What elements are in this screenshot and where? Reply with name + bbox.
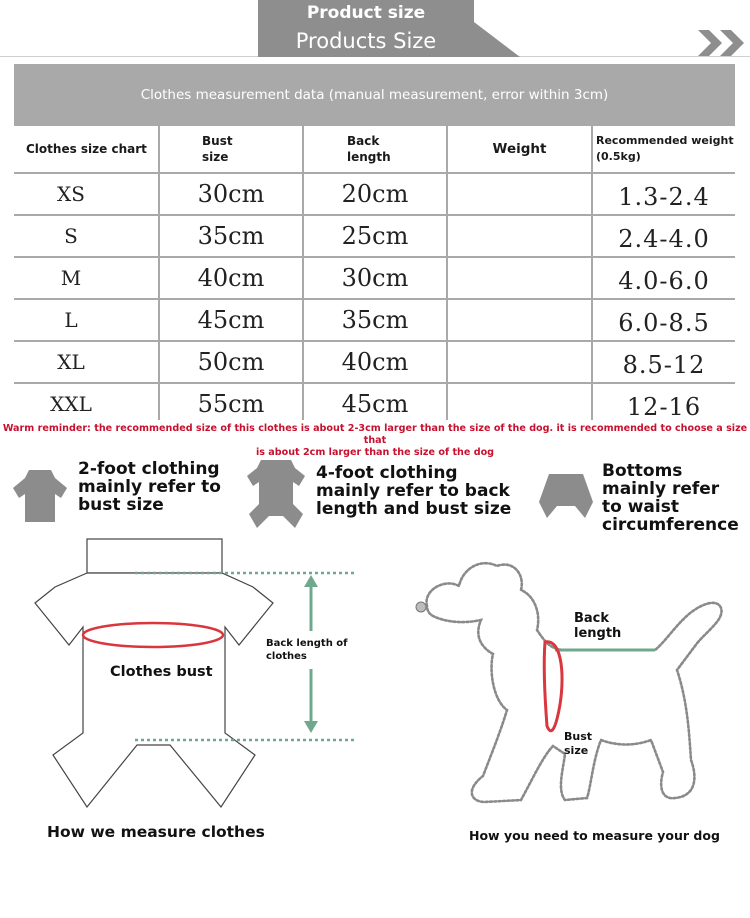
warm-reminder-line1: Warm reminder: the recommended size of this clothes is about 2-3cm larger than the size of the dog. it is recommended to choose a size that: [2, 423, 748, 446]
recommended-weight-cell: 8.5-12: [593, 342, 735, 382]
clothes-collar: [87, 539, 222, 573]
col-header-size: Clothes size chart: [14, 126, 158, 172]
table-caption-text: Clothes measurement data (manual measurement, error within 3cm): [140, 87, 609, 103]
bust-cell: 40cm: [160, 258, 302, 298]
size-cell: L: [14, 300, 158, 340]
tip-four-foot: 4-foot clothing mainly refer to back length and bust size: [316, 463, 512, 519]
double-chevron-right-icon: [698, 30, 748, 56]
size-cell: XL: [14, 342, 158, 382]
warm-reminder-line2: is about 2cm larger than the size of the dog: [255, 447, 495, 458]
bust-cell: 50cm: [160, 342, 302, 382]
weight-cell: [448, 342, 591, 382]
back-length-cell: 20cm: [304, 174, 446, 214]
clothes-back-length-label: Back length of clothes: [266, 638, 348, 662]
weight-cell: [448, 300, 591, 340]
back-length-cell: 30cm: [304, 258, 446, 298]
recommended-weight-cell: 6.0-8.5: [593, 300, 735, 340]
col-header-back: Back length: [304, 126, 446, 172]
back-length-cell: 45cm: [304, 384, 446, 424]
size-cell: XXL: [14, 384, 158, 424]
table-row: [14, 174, 735, 214]
weight-cell: [448, 384, 591, 424]
table-row: [14, 258, 735, 298]
table-row: [14, 342, 735, 382]
back-length-cell: 25cm: [304, 216, 446, 256]
header-title-cn: Product size: [306, 3, 426, 23]
recommended-weight-cell: 1.3-2.4: [593, 174, 735, 214]
dog-bust-loop: [544, 642, 562, 731]
dog-diagram-caption: How you need to measure your dog: [469, 828, 720, 843]
table-caption: [14, 64, 735, 126]
back-length-cell: 35cm: [304, 300, 446, 340]
dog-outline: [427, 563, 722, 802]
bust-cell: 45cm: [160, 300, 302, 340]
col-header-weight: Weight: [448, 126, 591, 172]
bottoms-icon: [537, 472, 595, 524]
dog-diagram: [405, 550, 735, 815]
header-tab-wedge: [474, 22, 520, 57]
four-foot-suit-icon: [245, 458, 307, 530]
table-row: [14, 384, 735, 424]
bust-cell: 55cm: [160, 384, 302, 424]
dog-nose: [416, 602, 426, 612]
recommended-weight-cell: 2.4-4.0: [593, 216, 735, 256]
size-cell: XS: [14, 174, 158, 214]
bust-cell: 30cm: [160, 174, 302, 214]
weight-cell: [448, 258, 591, 298]
clothes-bust-label: Clothes bust: [110, 664, 213, 680]
recommended-weight-cell: 4.0-6.0: [593, 258, 735, 298]
table-row: [14, 300, 735, 340]
size-cell: S: [14, 216, 158, 256]
header-title-en: Products Size: [295, 29, 437, 53]
dog-back-length-label: Back length: [574, 611, 622, 641]
clothes-diagram-caption: How we measure clothes: [47, 823, 265, 841]
clothes-diagram: [25, 535, 370, 825]
recommended-weight-cell: 12-16: [593, 384, 735, 424]
tip-bottoms: Bottoms mainly refer to waist circumference: [602, 461, 739, 535]
back-length-cell: 40cm: [304, 342, 446, 382]
warm-reminder: [0, 423, 750, 459]
bust-cell: 35cm: [160, 216, 302, 256]
table-header-row: [14, 126, 735, 172]
size-cell: M: [14, 258, 158, 298]
clothes-body: [35, 573, 273, 807]
col-header-recommended: Recommended weight (0.5kg): [593, 126, 735, 172]
table-row: [14, 216, 735, 256]
dog-bust-size-label: Bust size: [564, 730, 593, 757]
size-table: [14, 64, 735, 420]
weight-cell: [448, 174, 591, 214]
col-header-bust: Bust size: [160, 126, 302, 172]
tip-two-foot: 2-foot clothing mainly refer to bust size: [78, 459, 221, 515]
weight-cell: [448, 216, 591, 256]
two-foot-shirt-icon: [11, 466, 69, 524]
